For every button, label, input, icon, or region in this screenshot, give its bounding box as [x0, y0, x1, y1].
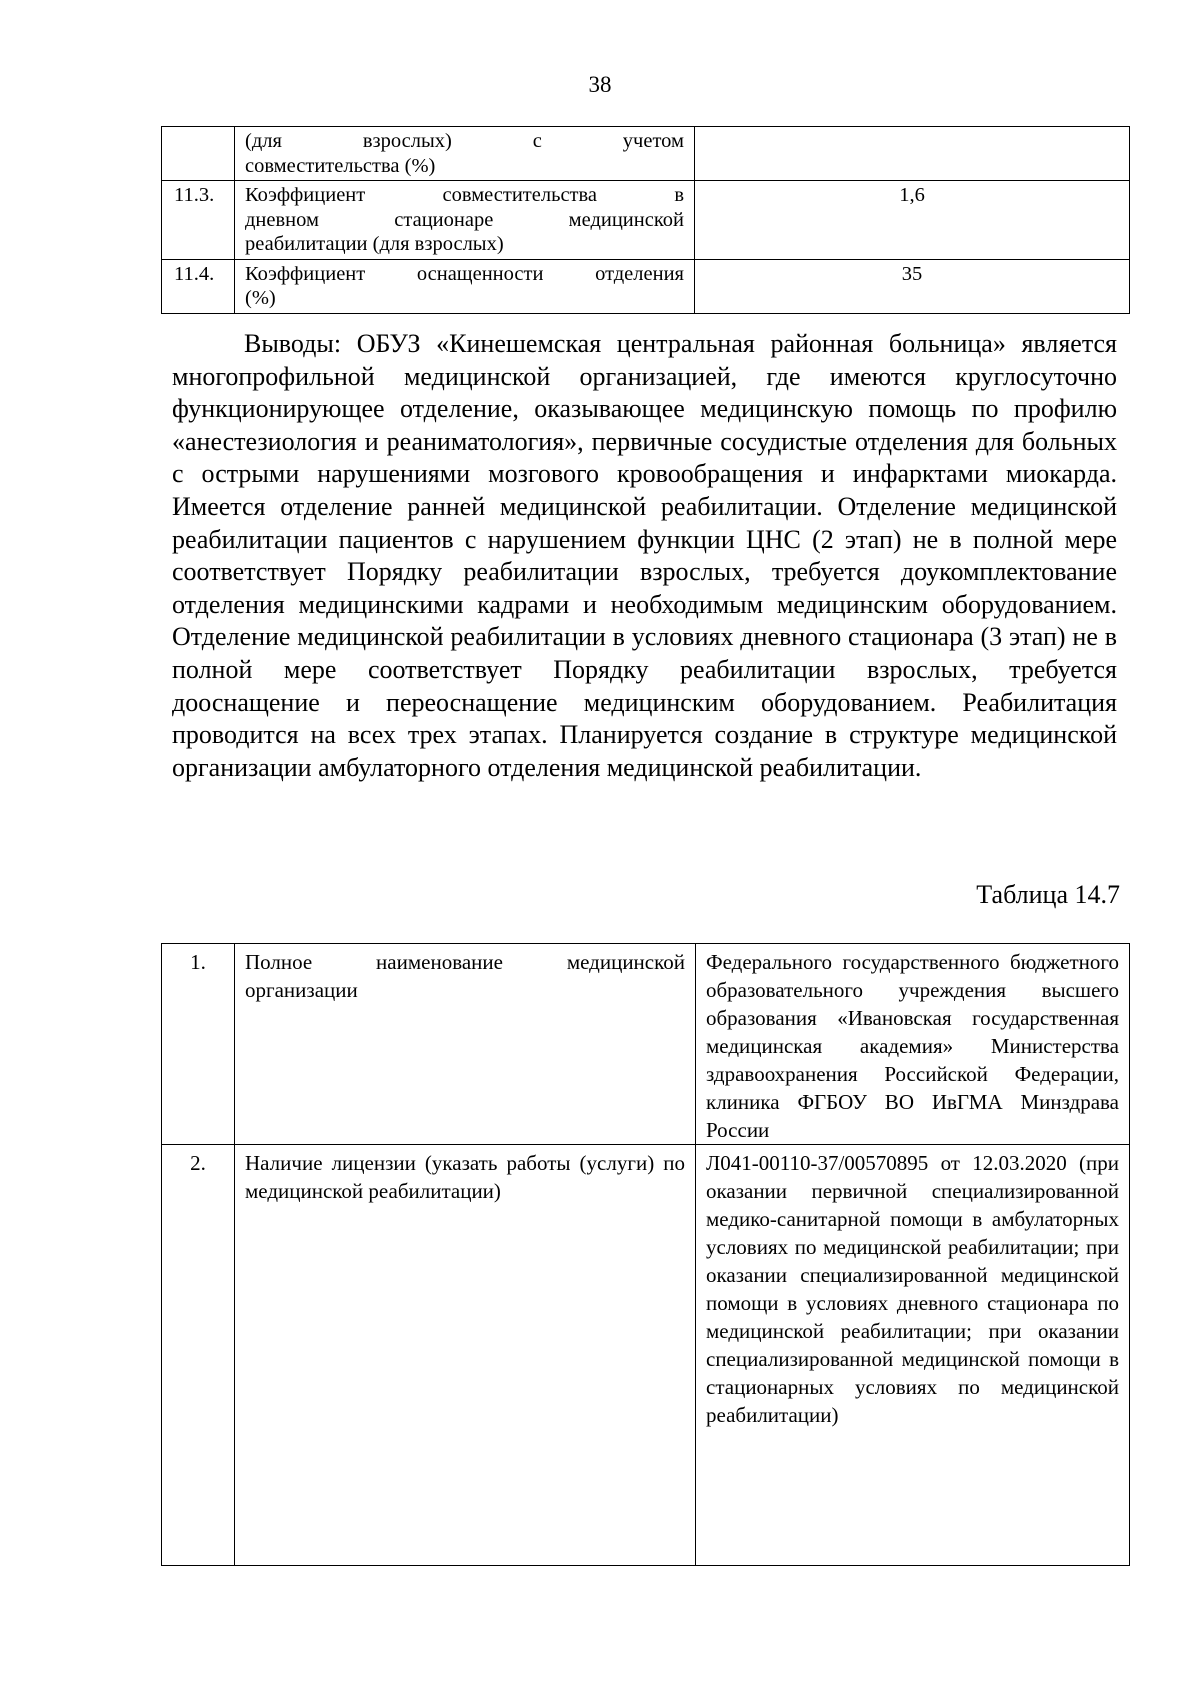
- table-row: [162, 181, 1130, 260]
- row-label: [235, 259, 695, 313]
- conclusions-paragraph: Выводы: ОБУЗ «Кинешемская центральная районная больница» является многопрофильной медицинской организацией, где имеются круглосуточно функционирующее отделение, оказывающее медицинскую помощь по профилю «анестезиология и реаниматология», первичные сосудистые отделения для больных с острыми нарушениями мозгового кровообращения и инфарктами миокарда. Имеется отделение ранней медицинской реабилитации. Отделение медицинской реабилитации пациентов с нарушением функции ЦНС (2 этап) не в полной мере соответствует Порядку реабилитации взрослых, требуется доукомплектование отделения медицинскими кадрами и необходимым медицинским оборудованием. Отделение медицинской реабилитации в условиях дневного стационара (3 этап) не в полной мере соответствует Порядку реабилитации взрослых, требуется дооснащение и переоснащение медицинским оборудованием. Реабилитация проводится на всех трех этапах. Планируется создание в структуре медицинской организации амбулаторного отделения медицинской реабилитации.: [172, 329, 1117, 782]
- row-value: 1,6: [695, 181, 1130, 260]
- page-number: 38: [588, 72, 612, 97]
- row-label: Полное наименование медицинской организации: [235, 944, 696, 1145]
- table-row: [162, 127, 1130, 181]
- row-label-line: Коэффициент оснащенности отделения: [245, 262, 684, 285]
- indicators-table-continued: [161, 126, 1130, 314]
- row-label-line: Коэффициент совместительства в: [245, 184, 684, 206]
- row-label-line: (%): [245, 287, 276, 309]
- row-label-line: (для взрослых) с учетом: [245, 130, 684, 152]
- row-label: Наличие лицензии (указать работы (услуги) по медицинской реабилитации): [235, 1145, 696, 1566]
- row-label: [235, 181, 695, 260]
- row-number: 11.4.: [162, 259, 235, 313]
- row-value: Л041-00110-37/00570895 от 12.03.2020 (при оказании первичной специализированной медико-санитарной помощи в амбулаторных условиях по медицинской реабилитации; при оказании специализированной медицинской помощи в условиях дневного стационара по медицинской реабилитации; при оказании специализированной медицинской помощи в стационарных условиях по медицинской реабилитации): [696, 1145, 1130, 1566]
- row-value: [695, 127, 1130, 181]
- table-caption: Таблица 14.7: [976, 880, 1120, 909]
- table-row: [162, 944, 1130, 1145]
- row-label-line: дневном стационаре медицинской: [245, 208, 684, 231]
- table-row: [162, 259, 1130, 313]
- organization-info-table: [161, 943, 1130, 1566]
- row-value: Федерального государственного бюджетного образовательного учреждения высшего образования «Ивановская государственная медицинская академия» Министерства здравоохранения Российской Федерации, клиника ФГБОУ ВО ИвГМА Минздрава России: [696, 944, 1130, 1145]
- row-label-line: реабилитации (для взрослых): [245, 233, 504, 255]
- table-row: [162, 1145, 1130, 1566]
- row-label: [235, 127, 695, 181]
- row-number: [162, 127, 235, 181]
- row-number: 1.: [162, 944, 235, 1145]
- row-label-line: совместительства (%): [245, 154, 436, 177]
- row-value: 35: [695, 259, 1130, 313]
- row-number: 2.: [162, 1145, 235, 1566]
- row-number: 11.3.: [162, 181, 235, 260]
